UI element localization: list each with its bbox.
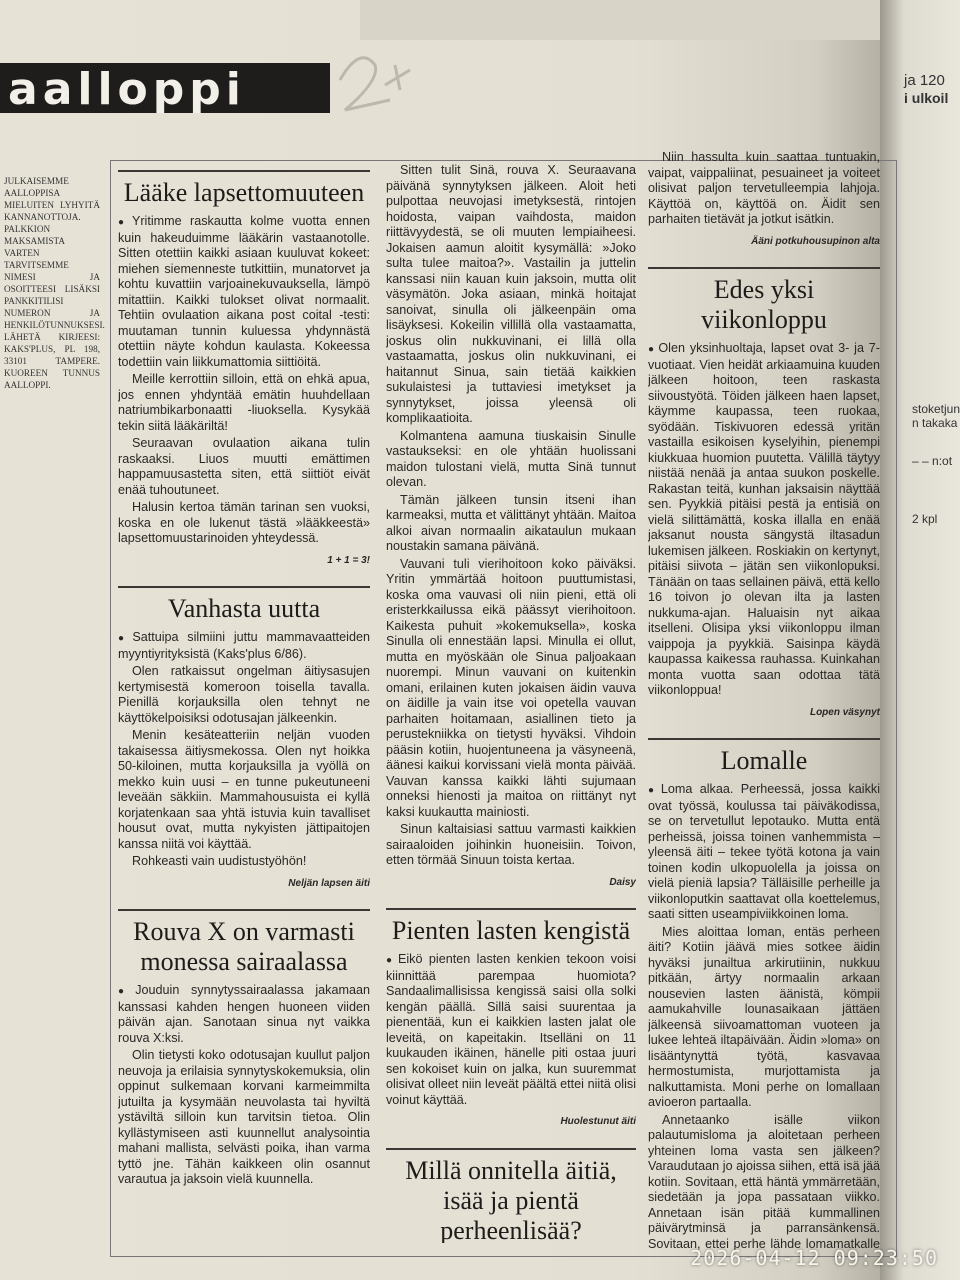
article-paragraph: Seuraavan ovulaation aikana tulin raskaaksi. Liuos muutti emättimen happamuusastetta siten, että siittiöt eivät enää tuhoutuneet. xyxy=(118,436,370,497)
article-paragraph: Mies aloittaa loman, entäs perheen äiti? Kotiin jäävä mies sotkee äidin hyväksi junailtua arkirutiinin, nukkuu pitkään, ärtyy normaalin arkaan nousevien lasten äänistä, kömpii aamukahville lounasaikaan jättäen jälkeensä siivoamattoman vuoteen ja lukee lehteä iltapäivään. Äidin »loma» on lisääntynyttä työtä, kasvavaa hermostumista, murjottamista ja nalkuttamista. Moni perhe on lomallaan avioeron partaalla. xyxy=(648,924,880,1109)
article-signature: Huolestunut äiti xyxy=(560,1116,636,1127)
column-3 xyxy=(648,150,880,1250)
article-paragraph: Halusin kertoa tämän tarinan sen vuoksi, koska en ole lukenut tästä »lääkkeestä» lapsettomuustarinoiden yhteydessä. xyxy=(118,500,370,545)
article-title: Pienten lasten kengistä xyxy=(391,916,631,945)
article-paragraph: ● Eikö pienten lasten kenkien tekoon voisi kiinnittää parempaa huomiota? Sandaalimallisissa kengissä saisi olla solki kengän päällä. Sillä saisi suurentaa ja pienentää, kun ei kaikkien lasten jalat ole leveitä, on kapeitakin. Itselläni on 11 kuukauden ikäinen, hänelle piti ostaa juuri sen kokoiset kuin on jalka, kun suuremmat olisivat olleet niin leveät päältä ettei niitä olisi voinut käyttää. xyxy=(386,952,636,1107)
article-paragraph: ● Olen yksinhuoltaja, lapset ovat 3- ja 7-vuotiaat. Vien heidät arkiaamuina kuuden jälkeen hoitoon, teen raskasta siivoustyötä. Töiden jälkeen haen lapset, käymme kaupassa, teen ruokaa, syödään. Tiskivuoren edessä yritän vastailla esikoisen kyselyihin, pienempi kiukkuaa huomion puutetta. Välillä täytyy niistää nenää ja antaa suukon poskelle. Rakastan teitä, kunhan jaksaisin näyttää sen. Pyykkiä pitäisi pestä ja entisiä on vielä silittämättä, koska illalla en enää jaksanut nousta sängystä iltasadun lukemisen jälkeen. Roskiakin on kertynyt, pitäisi siivota – jätän sen viikonlopuksi. Tänään on taas sellainen päivä, että kello 16 toivon jo olevan ilta ja lasten nukkuma-ajan. Haluaisin nyt aikaa itselleni. Olisipa yksi viikonloppu ilman vaippoja ja pyykkiä. Saisinpa käydä kaupassa kaikessa rauhassa. Kuinkahan monta vuotta saan odottaa tätä viikonloppua! xyxy=(648,341,880,697)
adjacent-text: stoketjun xyxy=(912,402,960,416)
adjacent-text: i ulkoil xyxy=(904,90,949,106)
article-paragraph: Tämän jälkeen tunsin itseni ihan karmeaksi, mutta et välittänyt yhtään. Maitoa alkoi aivan normaalin aikataulun mukaan noustakin samana päivänä. xyxy=(386,492,636,553)
article-paragraph: Vauvani tuli vierihoitoon koko päiväksi. Yritin ymmärtää hoitoon puuttumistasi, koska oma vauvasi oli niin pieni, että oli eristerkkailussa eikä päässyt vierihoitoon. Kaikesta puhuit »kokemuksella», koska Sinulla oli ennestään lapsi. Minulla ei ollut, mutta en myöskään ole Sinua paljoakaan nuorempi. Minun vauvani on kuitenkin omani, erilainen kuten jokaisen äidin vauva on äidille ja vain itse voi opetella vauvan parhaiten hoitamaan, asiallinen tieto ja perustekniikka on tietysti hyväksi. Vihdoin pääsin kotiin, huojentuneena ja väsyneenä, äänesi kaikui korvissani vielä monta päivää. Vauvan kanssa kaikki lähti sujumaan onneksi hienosti ja maitoa on riittänyt nyt kaksi kuukautta mainiosti. xyxy=(386,556,636,819)
article-paragraph: ● Yritimme raskautta kolme vuotta ennen kuin hakeuduimme lääkärin vastaanotolle. Sitten otettiin kaikki asiaan kuuluvat kokeet: miehen siemenneste tutkittiin, munatorvet ja kohtu kuvattiin varjoainekuvauksella, lämpö mitattiin. Kaikki tulokset olivat normaalit. Tehtiin ovulaation aikana post coital -testi: muutaman tunnin kuluessa yhdynnästä otettiin näyte kohdun kaulasta. Kokeessa todettiin vain liikkumattomia siittiöitä. xyxy=(118,214,370,369)
divider xyxy=(386,908,636,910)
adjacent-text: n takaka xyxy=(912,416,958,430)
article-title: Edes yksi viikonloppu xyxy=(701,275,827,334)
photo-timestamp: 2026-04-12 09:23:50 xyxy=(690,1246,938,1270)
handwritten-mark-icon xyxy=(330,40,420,130)
divider xyxy=(118,909,370,911)
article-paragraph: Meille kerrottiin silloin, että on ehkä apua, jos ennen yhdyntää emätin huuhdellaan natriumbikarbonaatti -liuoksella. Kysykää tekin siitä lääkäriltä! xyxy=(118,372,370,433)
divider xyxy=(648,267,880,269)
page-edge xyxy=(360,0,880,40)
article-paragraph: Rohkeasti vain uudistustyöhön! xyxy=(132,854,307,868)
adjacent-text: ja 120 xyxy=(904,72,945,89)
article-paragraph: Olen ratkaissut ongelman äitiysasujen kertymisestä komeroon toisella tavalla. Pienillä korjauksilla olen tehnyt ne käyttökelpoisiksi odotusajan jälkeenkin. xyxy=(118,664,370,725)
column-2 xyxy=(386,163,636,1243)
article-title: Vanhasta uutta xyxy=(167,594,321,623)
article-paragraph: Annetaanko isälle viikon palautumisloma ja aloitetaan perheen yhteinen loma vasta sen jälkeen? Varaudutaan jo ajoissa siihen, että isä jää kotiin. Sovitaan, että häntä ymmärretään, siedetään ja jopa passataan viikko. Annetaan isän pitää kummallinen päivärytminsä ja parransänkensä. Sovitaan, ettei perhe lähde lomamatkalle xyxy=(648,1112,880,1250)
article-paragraph: Sinun kaltaisiasi sattuu varmasti kaikkien sairaaloiden joihinkin huoneisiin. Toivon, etten törmää Sinuun toista kertaa. xyxy=(386,822,636,867)
divider xyxy=(648,738,880,740)
article-title: Rouva X on varmasti monessa sairaalassa xyxy=(133,917,355,976)
article-paragraph: ● Sattuipa silmiini juttu mammavaatteiden myyntiyrityksistä (Kaks'plus 6/86). xyxy=(118,630,370,661)
article-title: Lääke lapsettomuuteen xyxy=(123,178,365,207)
article-paragraph: ● Loma alkaa. Perheessä, jossa kaikki ovat työssä, koulussa tai päiväkodissa, se on tervetullut lepotauko. Mutta entä perheissä, joissa toinen vanhemmista – yleensä äiti – tekee työtä kotona ja vain toinen kodin ulkopuolella ja joissa on vielä pieniä lapsia? Tälläisille perheille ja viikonloputkin saattavat olla koettelemus, saati sitten useampiviikkoinen loma. xyxy=(648,782,880,921)
article-title: Millä onnitella äitiä, isää ja pientä perheenlisää? xyxy=(405,1155,617,1243)
article-signature: Neljän lapsen äiti xyxy=(288,877,370,889)
article-signature: Lopen väsynyt xyxy=(809,706,880,718)
article-paragraph: ● Jouduin synnytyssairaalassa jakamaan kanssasi kahden hengen huoneen viiden päivän ajan. Sanotaan sinua nyt vaikka rouva X:ksi. xyxy=(118,983,370,1045)
section-header xyxy=(0,63,330,113)
intro-text: JULKAISEMME AALLOPPISA MIELUITEN LYHYITÄ KANNANOTTOJA. PALKKION MAKSAMISTA VARTEN TARVITSEMME NIMESI JA OSOITTEESI LISÄKSI PANKKITILISI NUMERON JA HENKILÖTUNNUKSESI. LÄHETÄ KIRJEESI: KAKS'PLUS, PL 198, 33101 TAMPERE. KUOREEN TUNNUS AALLOPPI. xyxy=(4,176,105,390)
section-title: aalloppi xyxy=(8,64,246,115)
adjacent-text: – – n:ot xyxy=(912,454,953,468)
column-1 xyxy=(118,170,370,1250)
divider xyxy=(386,1148,636,1150)
divider xyxy=(118,170,370,172)
adjacent-text: 2 kpl xyxy=(912,512,938,526)
article-paragraph: Sitten tulit Sinä, rouva X. Seuraavana päivänä synnytyksen jälkeen. Aloit heti pulpottaa neuvojasi imetyksestä, rintojen hoidosta, vaipan vaihdosta, maidon riittävyydestä, se oli muuten lempiaiheesi. Jokaisen aamun aloitit kysymällä: »Joko sulta tulee maitoa?». Vastailin ja juttelin kanssasi niin kauan kuin jaksoin, mutta olit väsymätön. Joka asiaan, minkä hoitajat sanoivat, sinulla oli jälkeenpäin oma lisäyksesi. Kokeilin villillä olla vastaamatta, joskus olin nukkuvinani, ei lillä olla vastaamatta, joskus olin nukkuvinani, ei haitannut Sinua, sain tietää kaikkien sukulaistesi ja tuttaviesi imetykset ja synnytykset, joissa yleensä oli komplikaatioita. xyxy=(386,163,636,425)
article-title: Lomalle xyxy=(720,746,808,775)
divider xyxy=(118,586,370,588)
article-signature: Ääni potkuhousupinon alta xyxy=(751,235,880,247)
article-paragraph: Kolmantena aamuna tiuskaisin Sinulle vastaukseksi: en ole yhtään huolissani maidon tulostani vielä, mutta Sinä tunnut olevan. xyxy=(386,428,636,489)
article-signature: 1 + 1 = 3! xyxy=(327,554,370,566)
article-paragraph: Niin hassulta kuin saattaa tuntuakin, vaipat, vaippaliinat, pesuaineet ja voiteet olisivat paljon tervetulleempia lahjoja. Käyttöä on, käyttöä on. Äidit sen parhaiten tietävät ja jotkut isätkin. xyxy=(648,150,880,226)
article-paragraph: Menin kesäteatteriin neljän vuoden takaisessa äitiysmekossa. Olen nyt hoikka 50-kiloinen, mutta korjauksilla ja vyöllä on mekko kuin uusi – en tunne pukeutuneeni leveään säkkiin. Mammahousuista ei kyllä korjatenkaan saa yhtä istuvia kuin tavalliset housut ovat, mutta nykyisten jättipaitojen kanssa niitä voi käyttää. xyxy=(118,728,370,851)
article-signature: Daisy xyxy=(609,876,636,888)
article-paragraph: Olin tietysti koko odotusajan kuullut paljon neuvoja ja erilaisia synnytyskokemuksia, olin oppinut sulkemaan korvani karmeimmilta jutuilta ja kysymään neuvolasta tai hyviltä ystäviltä silloin kun tarvitsin tietoa. Olin kyllästymiseen asti kuunnellut analysointia mahani mallista, selvästi poika, ihan varma tyttö jne. Tähän kaikkeen olin osannut varautua ja jaksoin vielä kuunnella. xyxy=(118,1048,370,1186)
